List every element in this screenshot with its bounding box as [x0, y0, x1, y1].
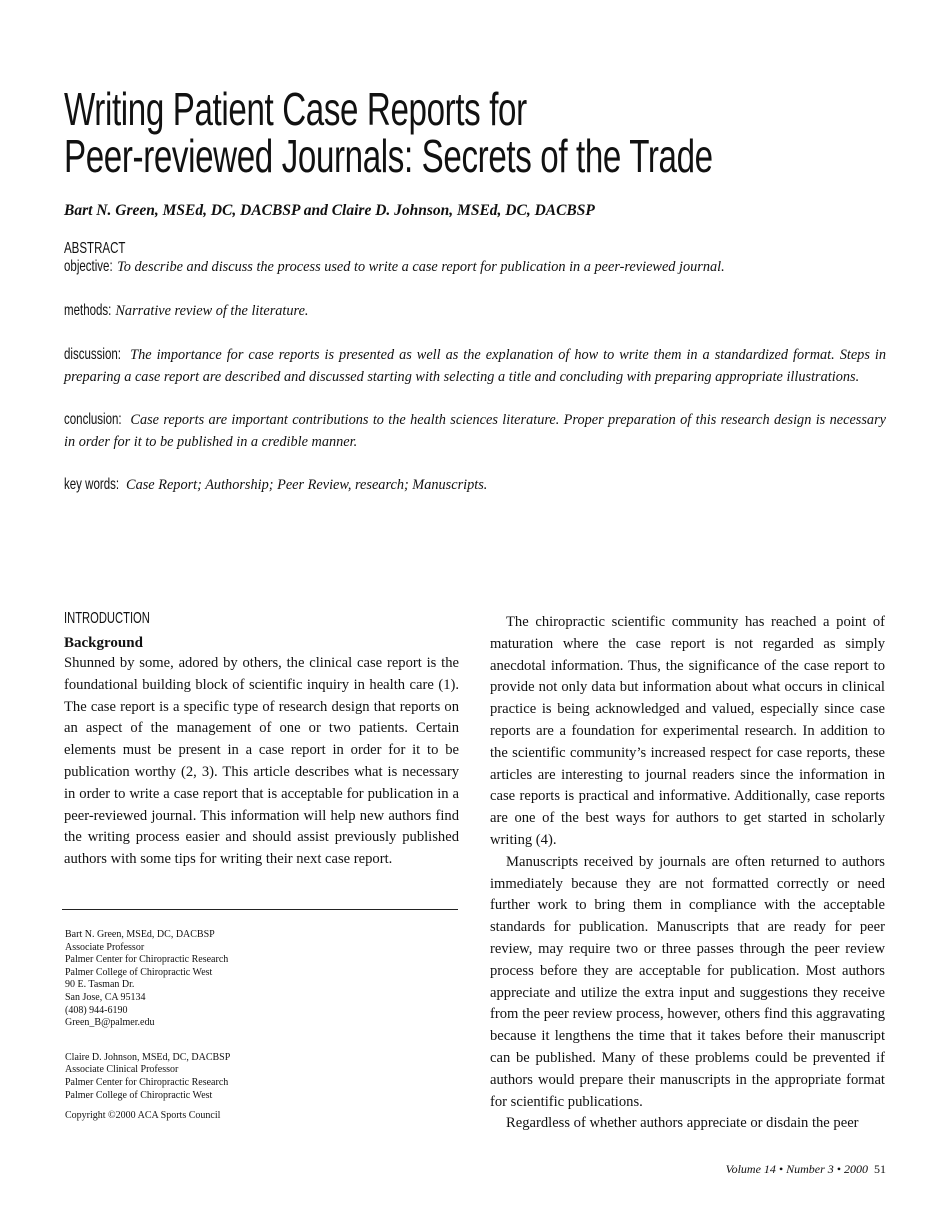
abstract-objective	[64, 256, 886, 278]
note-line: Associate Professor	[65, 941, 145, 953]
abstract-conclusion	[64, 409, 886, 453]
article-title	[64, 83, 924, 182]
note-line: 90 E. Tasman Dr.	[65, 979, 135, 991]
note-line: Palmer Center for Chiropractic Research	[65, 1076, 229, 1088]
note-line: Claire D. Johnson, MSEd, DC, DACBSP	[65, 1051, 231, 1063]
body-paragraph: Manuscripts received by journals are often returned to authors immediately because they are not formatted correctly or need further work to bring them in compliance with the acceptable standards for publication. Manuscripts that are ready for peer review, may require two or three passes through the peer review process before they are acceptable for publication. Most authors appreciate and utilize the extra input and suggestions they receive from the peer review process, however, others find this aggravating because it lengthens the time that it takes before their manuscript can be published. Many of these problems could be prevented if authors would prepare their manuscripts in the appropriate format for scientific publications.	[490, 853, 885, 1110]
abstract-keywords	[64, 474, 886, 496]
abstract-methods	[64, 300, 886, 322]
abstract	[64, 240, 886, 496]
note-line: Bart N. Green, MSEd, DC, DACBSP	[65, 929, 215, 940]
introduction-paragraph: Shunned by some, adored by others, the clinical case report is the foundational building block of scientific inquiry in health care (1). The case report is a specific type of research design that reports on an aspect of the management of one or two patients. Certain elements must be present in a case report in order for it to be publication worthy (2, 3). This article describes what is necessary in order to write a case report that is acceptable for publication in a peer-reviewed journal. This information will help new authors find the writing process easier and should assist previously published authors with some tips for writing their next case report.	[64, 655, 459, 868]
methods-label: methods:	[64, 302, 112, 319]
copyright-notice: Copyright ©2000 ACA Sports Council	[65, 1110, 221, 1122]
author1-email[interactable]: Green_B@palmer.edu	[65, 1017, 155, 1029]
keywords-text: Case Report; Authorship; Peer Review, research; Manuscripts.	[126, 477, 488, 493]
author-notes	[65, 929, 455, 1123]
left-column	[64, 610, 459, 871]
objective-label: objective:	[64, 258, 113, 275]
note-line: Palmer College of Chiropractic West	[65, 1089, 213, 1101]
note-line: Palmer College of Chiropractic West	[65, 966, 213, 978]
discussion-text: The importance for case reports is presented as well as the explanation of how to write them in a standardized format. Steps in preparing a case report are described and discussed starting with selecting a title and concluding with preparing appropriate illustrations.	[64, 347, 887, 385]
introduction-heading: INTRODUCTION	[64, 610, 150, 627]
conclusion-text: Case reports are important contributions to the health sciences literature. Proper preparation of this research design is necessary in order for it to be published in a credible manner.	[64, 412, 886, 450]
conclusion-label: conclusion:	[64, 411, 122, 428]
abstract-heading: ABSTRACT	[64, 240, 126, 257]
note-line: (408) 944-6190	[65, 1004, 128, 1016]
note-line: Palmer Center for Chiropractic Research	[65, 954, 229, 966]
body-paragraph: Regardless of whether authors appreciate or disdain the peer	[506, 1115, 859, 1132]
title-line-1: Writing Patient Case Reports for	[64, 83, 527, 135]
author1-affiliation	[65, 929, 455, 1030]
page-number: 51	[874, 1162, 886, 1176]
journal-volume: Volume 14 • Number 3 • 2000	[725, 1162, 868, 1176]
discussion-label: discussion:	[64, 346, 121, 363]
methods-text: Narrative review of the literature.	[115, 303, 309, 319]
right-column	[490, 612, 885, 1135]
page-footer	[726, 1162, 886, 1177]
background-subheading: Background	[64, 635, 143, 651]
author2-affiliation	[65, 1052, 455, 1102]
abstract-discussion	[64, 344, 886, 388]
objective-text: To describe and discuss the process used to write a case report for publication in a peer-reviewed journal.	[117, 259, 725, 275]
title-line-2: Peer-reviewed Journals: Secrets of the Trade	[64, 130, 713, 182]
author-byline: Bart N. Green, MSEd, DC, DACBSP and Claire D. Johnson, MSEd, DC, DACBSP	[64, 202, 595, 219]
note-line: Associate Clinical Professor	[65, 1064, 179, 1076]
body-paragraph: The chiropractic scientific community has reached a point of maturation where the case report is not regarded as simply anecdotal information. Thus, the significance of the case report to provide not only data but information about what occurs in clinical practice is being acknowledged and valued, especially since case reports are a foundation for experimental research. In addition to the scientific community’s increased respect for case reports, these articles are interesting to journal readers since the information in case reports is practical and informative. Additionally, case reports are one of the best ways for authors to get started in scholarly writing (4).	[490, 614, 885, 848]
footnote-divider	[62, 909, 458, 910]
note-line: San Jose, CA 95134	[65, 991, 146, 1003]
keywords-label: key words:	[64, 476, 120, 493]
